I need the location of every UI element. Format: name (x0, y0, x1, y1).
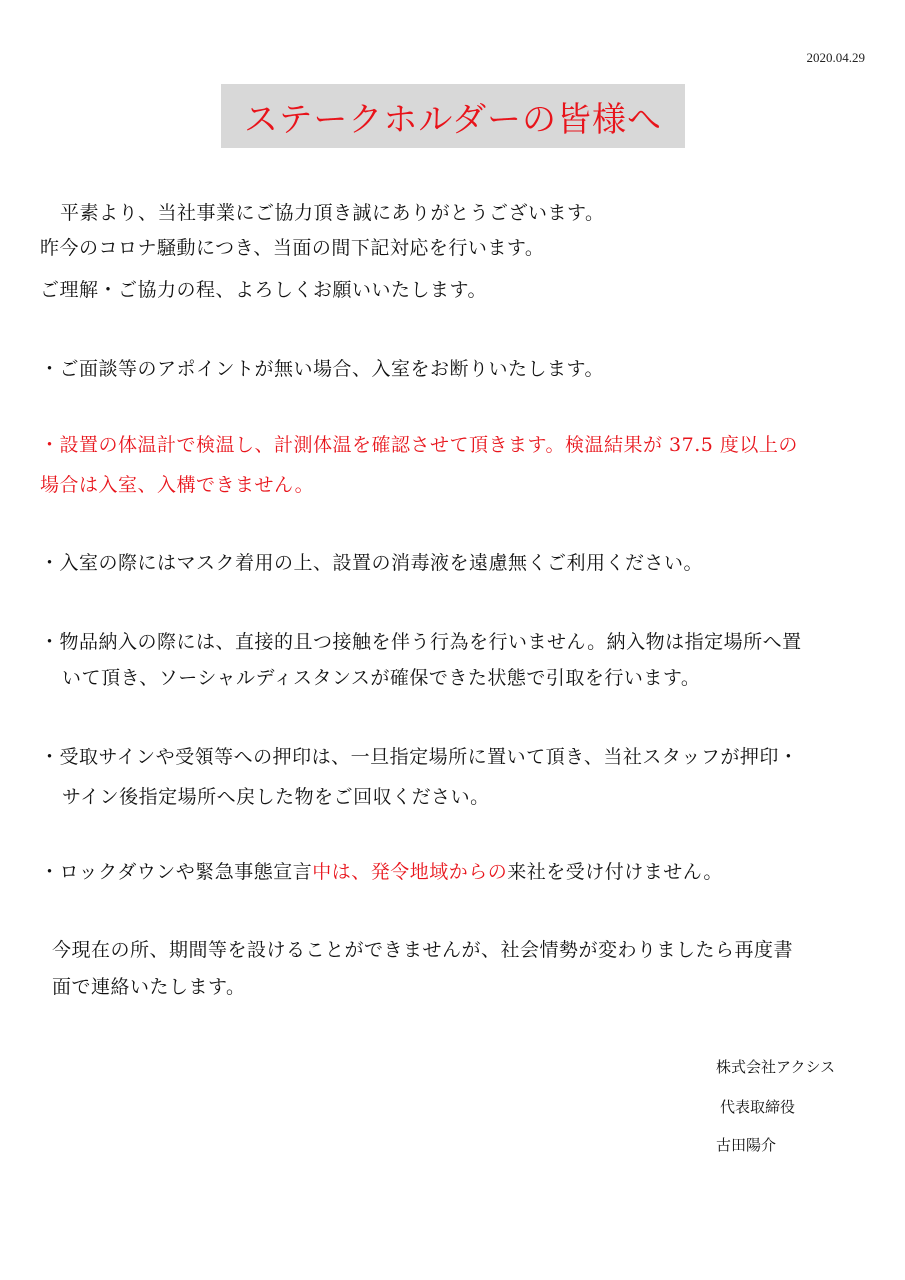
item-delivery-line-1: ・物品納入の際には、直接的且つ接触を伴う行為を行いません。納入物は指定場所へ置 (40, 631, 802, 653)
item-stamp-line-2: サイン後指定場所へ戻した物をご回収ください。 (62, 786, 490, 808)
page-title: ステークホルダーの皆様へ (244, 99, 662, 140)
item-lockdown-part3: 来社を受け付けません。 (507, 861, 723, 883)
item-lockdown (40, 857, 723, 887)
title-banner (221, 84, 685, 148)
intro-line-1: 平素より、当社事業にご協力頂き誠にありがとうございます。 (60, 202, 605, 224)
signature-role: 代表取締役 (720, 1098, 796, 1116)
item-temperature-line-1: ・設置の体温計で検温し、計測体温を確認させて頂きます。検温結果が 37.5 度以上の (40, 434, 798, 456)
intro-line-2: 昨今のコロナ騒動につき、当面の間下記対応を行います。 (40, 237, 545, 259)
closing-line-2: 面で連絡いたします。 (52, 976, 246, 998)
item-lockdown-part1: ・ロックダウンや緊急事態宣言 (40, 861, 313, 883)
closing-line-1: 今現在の所、期間等を設けることができませんが、社会情勢が変わりましたら再度書 (52, 939, 794, 961)
item-stamp-line-1: ・受取サインや受領等への押印は、一旦指定場所に置いて頂き、当社スタッフが押印・ (40, 746, 799, 768)
item-temperature-line-2: 場合は入室、入構できません。 (40, 474, 315, 496)
signature-name: 古田陽介 (716, 1136, 777, 1154)
document-date: 2020.04.29 (806, 50, 865, 65)
item-mask: ・入室の際にはマスク着用の上、設置の消毒液を遠慮無くご利用ください。 (40, 552, 704, 574)
item-lockdown-part2: 中は、発令地域からの (312, 861, 508, 883)
item-delivery-line-2: いて頂き、ソーシャルディスタンスが確保できた状態で引取を行います。 (62, 667, 701, 689)
signature-company: 株式会社アクシス (716, 1058, 836, 1076)
intro-line-3: ご理解・ご協力の程、よろしくお願いいたします。 (40, 279, 487, 301)
item-appointment: ・ご面談等のアポイントが無い場合、入室をお断りいたします。 (40, 358, 604, 380)
